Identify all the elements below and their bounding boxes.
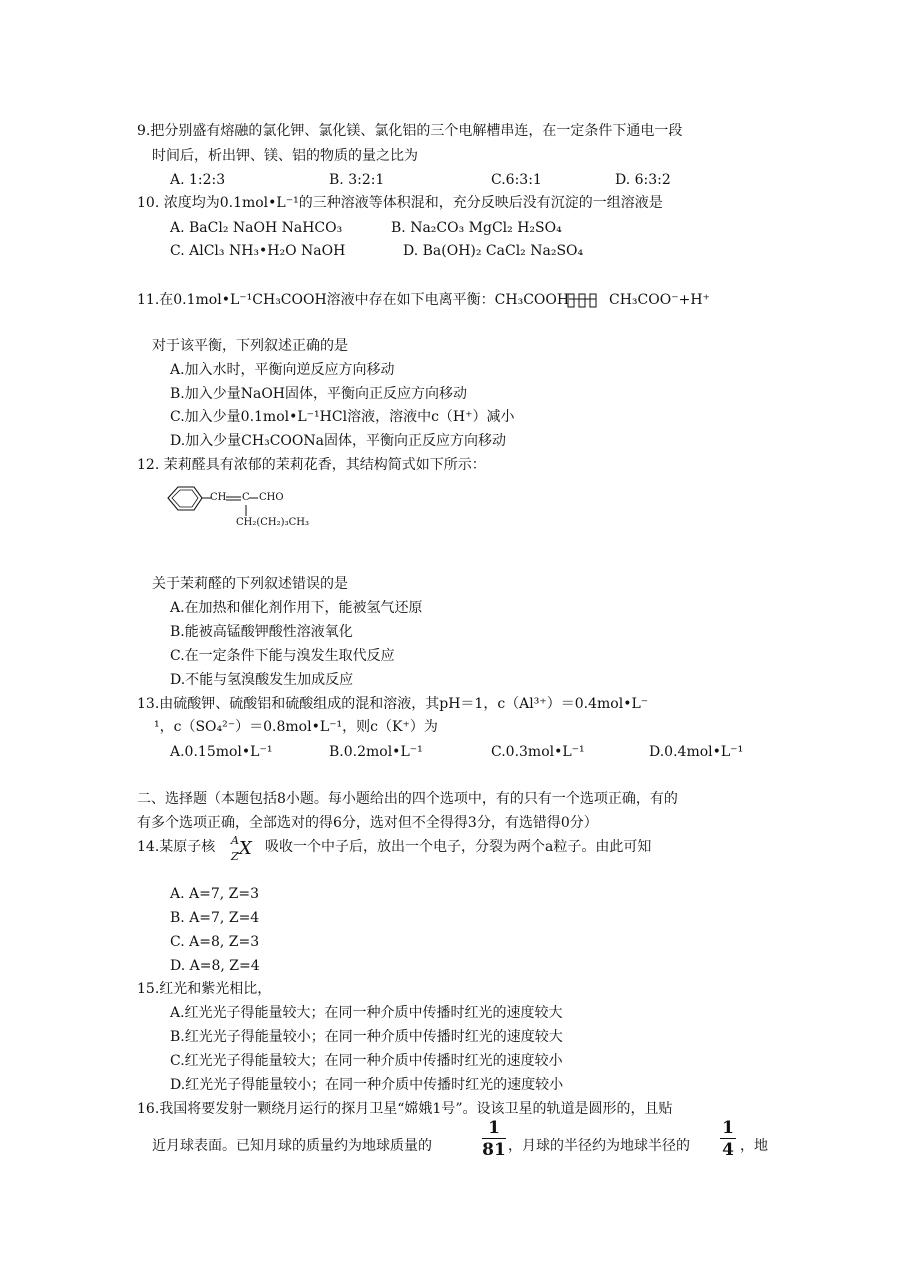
q9-option-d: D. 6:3:2 xyxy=(615,172,671,188)
nuclide-mass-number: A xyxy=(231,834,239,847)
fraction-numerator: 1 xyxy=(488,1118,500,1138)
q9-option-a: A. 1:2:3 xyxy=(170,172,226,188)
q14-stem-left: 14.某原子核 xyxy=(137,839,216,855)
nuclide-element: X xyxy=(239,838,252,859)
fraction-one-81st xyxy=(482,1118,506,1161)
nuclide-atomic-number: Z xyxy=(231,850,239,863)
q14-stem-right: 吸收一个中子后，放出一个电子，分裂为两个a粒子。由此可知 xyxy=(265,839,652,855)
q10-option-b: B. Na₂CO₃ MgCl₂ H₂SO₄ xyxy=(391,220,562,236)
nuclide-symbol xyxy=(231,834,257,866)
q15-option-b: B.红光光子得能量较小；在同一种介质中传播时红光的速度较大 xyxy=(170,1029,563,1045)
q15-stem: 15.红光和紫光相比， xyxy=(137,981,272,997)
q10-option-d: D. Ba(OH)₂ CaCl₂ Na₂SO₄ xyxy=(403,243,584,259)
q16-stem-line2-part1: 近月球表面。已知月球的质量约为地球质量的 xyxy=(152,1138,432,1154)
q14-option-c: C. A=8, Z=3 xyxy=(170,934,260,950)
q12-option-c: C.在一定条件下能与溴发生取代反应 xyxy=(170,648,395,664)
q9-option-c: C.6:3:1 xyxy=(491,172,542,188)
structure-c-label: C xyxy=(242,492,250,503)
structure-ch-label: CH xyxy=(210,492,227,503)
q10-option-a: A. BaCl₂ NaOH NaHCO₃ xyxy=(170,220,343,236)
q13-option-d: D.0.4mol•L⁻¹ xyxy=(649,744,744,760)
q14-option-a: A. A=7, Z=3 xyxy=(170,886,260,902)
q11-option-d: D.加入少量CH₃COONa固体，平衡向正反应方向移动 xyxy=(170,433,506,449)
q15-option-d: D.红光光子得能量较小；在同一种介质中传播时红光的速度较小 xyxy=(170,1077,564,1093)
q11-option-a: A.加入水时，平衡向逆反应方向移动 xyxy=(170,362,395,378)
jasminaldehyde-structure xyxy=(156,480,336,540)
structure-cho-label: CHO xyxy=(259,492,284,503)
q11-lead: 对于该平衡，下列叙述正确的是 xyxy=(152,338,348,354)
equilibrium-arrow-icon xyxy=(566,290,600,312)
q13-option-b: B.0.2mol•L⁻¹ xyxy=(329,744,423,760)
fraction-one-quarter xyxy=(720,1118,736,1161)
fraction-denominator: 81 xyxy=(482,1140,506,1160)
q13-stem-line1: 13.由硫酸钾、硫酸铝和硫酸组成的混和溶液，其pH＝1，c（Al³⁺）＝0.4mol•L⁻ xyxy=(137,696,649,712)
q12-option-b: B.能被高锰酸钾酸性溶液氧化 xyxy=(170,624,353,640)
q9-stem-line1: 9.把分别盛有熔融的氯化钾、氯化镁、氯化铝的三个电解槽串连，在一定条件下通电一段 xyxy=(137,123,683,139)
benzene-ring-icon xyxy=(156,480,336,540)
q12-lead: 关于茉莉醛的下列叙述错误的是 xyxy=(152,576,348,592)
q12-option-a: A.在加热和催化剂作用下，能被氢气还原 xyxy=(170,600,423,616)
q16-stem-line1: 16.我国将要发射一颗绕月运行的探月卫星“嫦娥1号”。设该卫星的轨道是圆形的，且贴 xyxy=(137,1101,673,1117)
section2-heading-line1: 二、选择题（本题包括8小题。每小题给出的四个选项中，有的只有一个选项正确，有的 xyxy=(137,791,678,807)
q14-option-d: D. A=8, Z=4 xyxy=(170,958,260,974)
q13-option-c: C.0.3mol•L⁻¹ xyxy=(491,744,585,760)
structure-chain-label: CH₂(CH₂)₃CH₃ xyxy=(236,517,309,528)
q16-stem-line2-part3: ，地 xyxy=(740,1138,768,1154)
q12-stem: 12. 茉莉醛具有浓郁的茉莉花香，其结构简式如下所示： xyxy=(137,457,486,473)
fraction-denominator: 4 xyxy=(722,1140,734,1160)
q12-option-d: D.不能与氢溴酸发生加成反应 xyxy=(170,672,354,688)
q15-option-a: A.红光光子得能量较大；在同一种介质中传播时红光的速度较大 xyxy=(170,1005,563,1021)
q9-stem-line2: 时间后，析出钾、镁、铝的物质的量之比为 xyxy=(152,148,418,164)
section2-heading-line2: 有多个选项正确，全部选对的得6分，选对但不全得得3分，有选错得0分） xyxy=(137,815,598,831)
q10-option-c: C. AlCl₃ NH₃•H₂O NaOH xyxy=(170,243,346,259)
q15-option-c: C.红光光子得能量较大；在同一种介质中传播时红光的速度较小 xyxy=(170,1053,563,1069)
q11-option-b: B.加入少量NaOH固体，平衡向正反应方向移动 xyxy=(170,386,468,402)
q16-stem-line2-part2: ，月球的半径约为地球半径的 xyxy=(508,1138,690,1154)
q11-option-c: C.加入少量0.1mol•L⁻¹HCl溶液，溶液中c（H⁺）减小 xyxy=(170,409,515,425)
q10-stem: 10. 浓度均为0.1mol•L⁻¹的三种溶液等体积混和，充分反映后没有沉淀的一组溶液是 xyxy=(137,195,663,211)
q11-stem-right: CH₃COO⁻+H⁺ xyxy=(609,292,710,308)
fraction-numerator: 1 xyxy=(722,1118,734,1138)
q13-option-a: A.0.15mol•L⁻¹ xyxy=(170,744,273,760)
q9-option-b: B. 3:2:1 xyxy=(329,172,385,188)
q11-stem-left: 11.在0.1mol•L⁻¹CH₃COOH溶液中存在如下电离平衡：CH₃COOH xyxy=(137,292,570,308)
q14-option-b: B. A=7, Z=4 xyxy=(170,910,260,926)
q13-stem-line2: ¹，c（SO₄²⁻）＝0.8mol•L⁻¹，则c（K⁺）为 xyxy=(154,719,438,735)
